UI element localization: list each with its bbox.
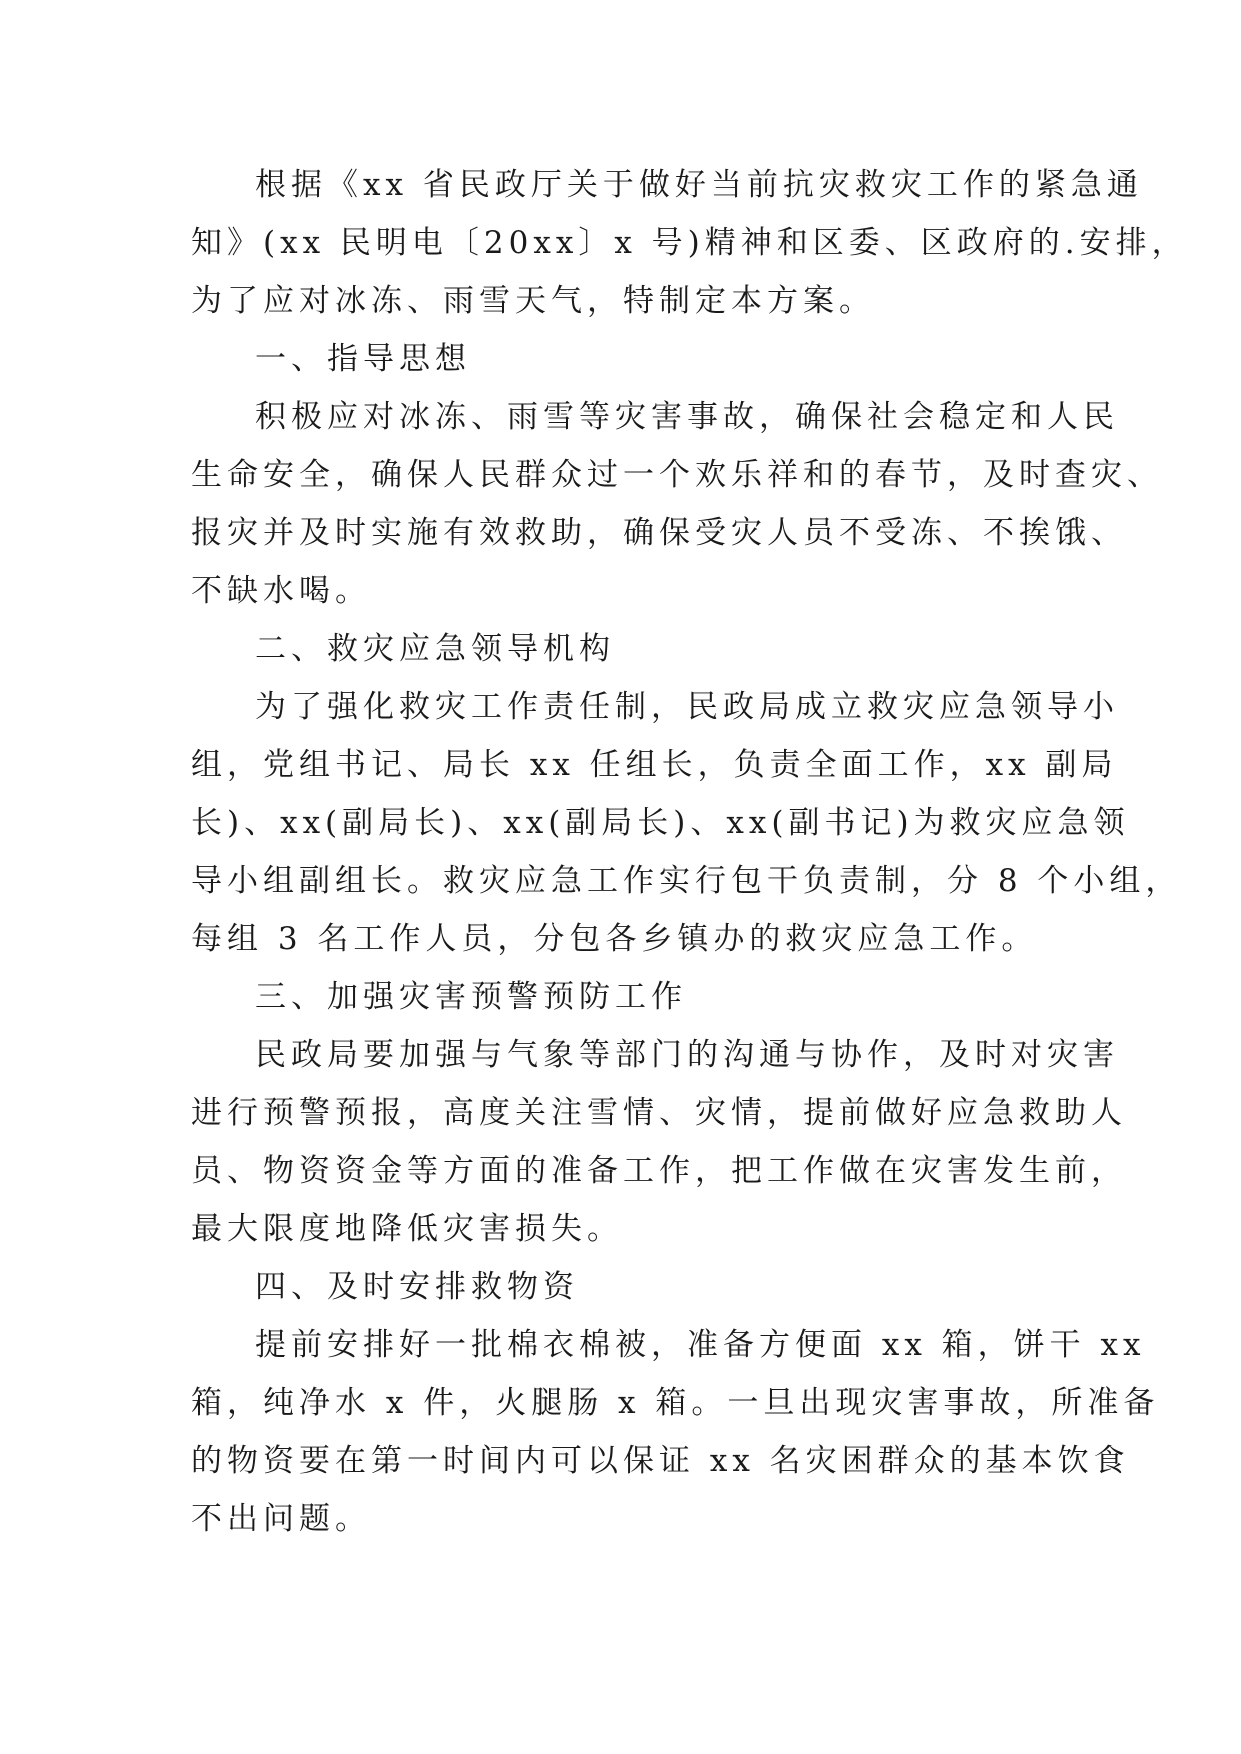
text-line: 不缺水喝。 <box>191 573 371 609</box>
text-line: 最大限度地降低灾害损失。 <box>191 1211 623 1247</box>
text-line: 进行预警预报，高度关注雪情、灾情，提前做好应急救助人 <box>191 1095 1127 1131</box>
text-line: 长)、xx(副局长)、xx(副局长)、xx(副书记)为救灾应急领 <box>191 805 1130 841</box>
text-line: 生命安全，确保人民群众过一个欢乐祥和的春节，及时查灾、 <box>191 457 1163 493</box>
text-line: 组，党组书记、局长 xx 任组长，负责全面工作，xx 副局 <box>191 747 1118 783</box>
section-heading: 二、救灾应急领导机构 <box>255 631 615 667</box>
text-line: 不出问题。 <box>191 1501 371 1537</box>
text-line: 知》(xx 民明电〔20xx〕x 号)精神和区委、区政府的.安排， <box>191 225 1188 261</box>
text-line: 为了应对冰冻、雨雪天气，特制定本方案。 <box>191 283 875 319</box>
text-line: 箱，纯净水 x 件，火腿肠 x 箱。一旦出现灾害事故，所准备 <box>191 1385 1160 1421</box>
document-body <box>191 156 1188 1548</box>
text-line: 为了强化救灾工作责任制，民政局成立救灾应急领导小 <box>255 689 1119 725</box>
text-line: 每组 3 名工作人员，分包各乡镇办的救灾应急工作。 <box>191 921 1038 957</box>
text-line: 员、物资资金等方面的准备工作，把工作做在灾害发生前， <box>191 1153 1127 1189</box>
text-line: 报灾并及时实施有效救助，确保受灾人员不受冻、不挨饿、 <box>191 515 1127 551</box>
text-line: 提前安排好一批棉衣棉被，准备方便面 xx 箱，饼干 xx <box>255 1327 1146 1363</box>
section-heading: 三、加强灾害预警预防工作 <box>255 979 687 1015</box>
text-line: 根据《xx 省民政厅关于做好当前抗灾救灾工作的紧急通 <box>255 167 1143 203</box>
text-line: 的物资要在第一时间内可以保证 xx 名灾困群众的基本饮食 <box>191 1443 1130 1479</box>
text-line: 民政局要加强与气象等部门的沟通与协作，及时对灾害 <box>255 1037 1119 1073</box>
section-heading: 四、及时安排救物资 <box>255 1269 579 1305</box>
text-line: 导小组副组长。救灾应急工作实行包干负责制，分 8 个小组， <box>191 863 1182 899</box>
text-line: 积极应对冰冻、雨雪等灾害事故，确保社会稳定和人民 <box>255 399 1119 435</box>
section-heading: 一、指导思想 <box>255 341 471 377</box>
